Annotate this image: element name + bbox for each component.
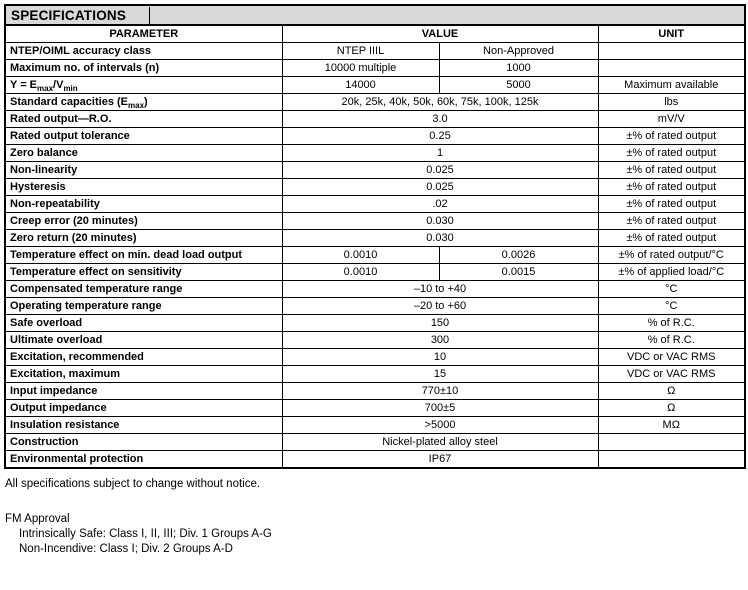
parameter-cell: Temperature effect on min. dead load output	[5, 247, 282, 264]
table-row	[5, 451, 745, 469]
parameter-cell: Maximum no. of intervals (n)	[5, 60, 282, 77]
column-header-unit: UNIT	[598, 25, 745, 43]
parameter-cell: $Y = E_{max}/V_{min}$	[5, 77, 282, 94]
value-cell: 0.0010	[282, 247, 439, 264]
value-cell: –20 to +60	[282, 298, 598, 315]
unit-cell: mV/V	[598, 111, 745, 128]
unit-cell: ±% of rated output	[598, 196, 745, 213]
table-title-cell	[5, 5, 745, 25]
table-row	[5, 417, 745, 434]
table-row	[5, 128, 745, 145]
table-row	[5, 145, 745, 162]
unit-cell: ±% of rated output	[598, 230, 745, 247]
value-cell: 20k, 25k, 40k, 50k, 60k, 75k, 100k, 125k	[282, 94, 598, 111]
parameter-cell: NTEP/OIML accuracy class	[5, 43, 282, 60]
value-cell: >5000	[282, 417, 598, 434]
fm-approval-line-1: Intrinsically Safe: Class I, II, III; Div. 1 Groups A-G	[19, 528, 272, 540]
parameter-cell: Operating temperature range	[5, 298, 282, 315]
value-cell: 1000	[439, 60, 598, 77]
parameter-cell: Excitation, recommended	[5, 349, 282, 366]
fm-approval-section	[5, 513, 744, 555]
table-row	[5, 434, 745, 451]
parameter-cell: Compensated temperature range	[5, 281, 282, 298]
unit-cell: °C	[598, 281, 745, 298]
value-cell: 0.030	[282, 213, 598, 230]
value-cell: 0.0026	[439, 247, 598, 264]
parameter-cell: Standard capacities $(E_{max})$	[5, 94, 282, 111]
unit-cell: VDC or VAC RMS	[598, 366, 745, 383]
value-cell: Nickel-plated alloy steel	[282, 434, 598, 451]
unit-cell: ±% of rated output	[598, 213, 745, 230]
value-cell: 0.025	[282, 162, 598, 179]
unit-cell: % of R.C.	[598, 315, 745, 332]
table-title-row	[5, 5, 745, 25]
table-row	[5, 315, 745, 332]
unit-cell: ±% of rated output	[598, 179, 745, 196]
table-row	[5, 111, 745, 128]
table-row	[5, 247, 745, 264]
unit-cell: Maximum available	[598, 77, 745, 94]
parameter-cell: Safe overload	[5, 315, 282, 332]
specifications-table	[4, 4, 746, 469]
unit-cell	[598, 60, 745, 77]
table-row	[5, 281, 745, 298]
parameter-cell: Ultimate overload	[5, 332, 282, 349]
value-cell: 14000	[282, 77, 439, 94]
table-row	[5, 298, 745, 315]
parameter-cell: Excitation, maximum	[5, 366, 282, 383]
parameter-cell: Output impedance	[5, 400, 282, 417]
unit-cell: ±% of rated output/°C	[598, 247, 745, 264]
unit-cell: ±% of rated output	[598, 162, 745, 179]
column-header-parameter: PARAMETER	[5, 25, 282, 43]
table-row	[5, 383, 745, 400]
parameter-cell: Creep error (20 minutes)	[5, 213, 282, 230]
table-title: SPECIFICATIONS	[6, 7, 150, 24]
unit-cell: ±% of rated output	[598, 128, 745, 145]
table-row	[5, 43, 745, 60]
unit-cell: °C	[598, 298, 745, 315]
value-cell: –10 to +40	[282, 281, 598, 298]
unit-cell	[598, 43, 745, 60]
unit-cell: VDC or VAC RMS	[598, 349, 745, 366]
table-row	[5, 94, 745, 111]
parameter-cell: Hysteresis	[5, 179, 282, 196]
parameter-cell: Non-repeatability	[5, 196, 282, 213]
parameter-cell: Rated output tolerance	[5, 128, 282, 145]
value-cell: 3.0	[282, 111, 598, 128]
parameter-cell: Zero balance	[5, 145, 282, 162]
table-row	[5, 60, 745, 77]
unit-cell	[598, 451, 745, 469]
table-row	[5, 179, 745, 196]
column-header-row	[5, 25, 745, 43]
value-cell: 0.025	[282, 179, 598, 196]
unit-cell: Ω	[598, 383, 745, 400]
value-cell: NTEP IIIL	[282, 43, 439, 60]
table-row	[5, 349, 745, 366]
value-cell: Non-Approved	[439, 43, 598, 60]
value-cell: 0.0015	[439, 264, 598, 281]
value-cell: 15	[282, 366, 598, 383]
value-cell: 300	[282, 332, 598, 349]
parameter-cell: Input impedance	[5, 383, 282, 400]
value-cell: 700±5	[282, 400, 598, 417]
parameter-cell: Temperature effect on sensitivity	[5, 264, 282, 281]
table-row	[5, 332, 745, 349]
table-row	[5, 77, 745, 94]
value-cell: .02	[282, 196, 598, 213]
unit-cell: ±% of applied load/°C	[598, 264, 745, 281]
unit-cell: ±% of rated output	[598, 145, 745, 162]
value-cell: 0.030	[282, 230, 598, 247]
unit-cell: % of R.C.	[598, 332, 745, 349]
table-row	[5, 264, 745, 281]
value-cell: 1	[282, 145, 598, 162]
table-row	[5, 400, 745, 417]
fm-approval-line-2: Non-Incendive: Class I; Div. 2 Groups A-D	[19, 543, 233, 555]
table-row	[5, 366, 745, 383]
value-cell: 150	[282, 315, 598, 332]
column-header-value: VALUE	[282, 25, 598, 43]
value-cell: IP67	[282, 451, 598, 469]
footnote: All specifications subject to change without notice.	[5, 478, 261, 490]
unit-cell: lbs	[598, 94, 745, 111]
unit-cell	[598, 434, 745, 451]
parameter-cell: Non-linearity	[5, 162, 282, 179]
value-cell: 0.25	[282, 128, 598, 145]
value-cell: 5000	[439, 77, 598, 94]
unit-cell: Ω	[598, 400, 745, 417]
parameter-cell: Rated output—R.O.	[5, 111, 282, 128]
table-row	[5, 213, 745, 230]
table-row	[5, 196, 745, 213]
value-cell: 10	[282, 349, 598, 366]
parameter-cell: Environmental protection	[5, 451, 282, 469]
value-cell: 10000 multiple	[282, 60, 439, 77]
parameter-cell: Construction	[5, 434, 282, 451]
value-cell: 770±10	[282, 383, 598, 400]
table-row	[5, 162, 745, 179]
parameter-cell: Insulation resistance	[5, 417, 282, 434]
value-cell: 0.0010	[282, 264, 439, 281]
fm-approval-title: FM Approval	[5, 513, 70, 525]
parameter-cell: Zero return (20 minutes)	[5, 230, 282, 247]
unit-cell: MΩ	[598, 417, 745, 434]
table-row	[5, 230, 745, 247]
